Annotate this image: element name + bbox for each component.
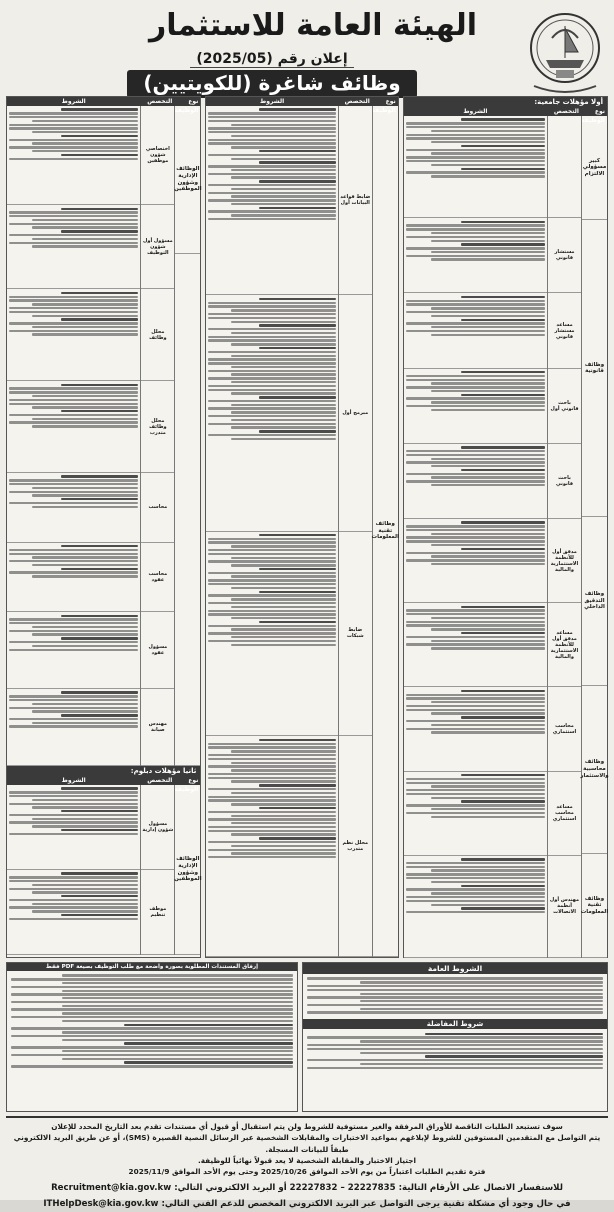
job-category: وظائف قانونية — [582, 220, 607, 517]
jobs-table — [6, 96, 608, 958]
conditions-cell — [404, 116, 547, 218]
job-spec: موظف تنظيم — [141, 870, 174, 955]
job-spec: مسؤول عقود — [141, 612, 174, 689]
job-specs — [140, 106, 174, 766]
header-spec: التخصص — [147, 98, 173, 105]
conditions-cell — [404, 218, 547, 293]
job-spec: محاسب — [141, 473, 174, 543]
column-header — [7, 776, 200, 793]
job-conditions — [404, 116, 547, 958]
conditions-cell — [206, 106, 337, 295]
job-spec: ضابط قواعد البيانات أول — [339, 106, 372, 295]
conditions-cell — [206, 736, 337, 957]
announcement-box — [46, 48, 498, 98]
general-conditions-box — [302, 962, 608, 1112]
header-conditions: الشروط — [260, 98, 285, 105]
footer — [6, 1116, 608, 1212]
conditions-cell — [404, 772, 547, 856]
conditions-cell — [404, 856, 547, 958]
conditions-cell — [404, 369, 547, 444]
announcement-subtitle: وظائف شاغرة (للكويتيين) — [127, 70, 416, 98]
header-job-type: نوع الوظيفة — [174, 777, 199, 793]
conditions-cell — [7, 612, 140, 689]
job-spec: مدقق أول للأنظمة الاستثمارية والمالية — [548, 519, 581, 603]
required-documents-title: إرفاق المستندات المطلوبة بصورة واضحة مع طلب التوظيف بصيغة PDF فقط — [7, 963, 297, 971]
page-title: الهيئة العامة للاستثمار — [148, 8, 478, 43]
job-category: وظائف التدقيق الداخلي — [582, 517, 607, 685]
page-header — [6, 6, 608, 96]
conditions-cell — [404, 444, 547, 519]
conditions-cell — [7, 870, 140, 955]
job-spec: مبرمج أول — [339, 295, 372, 531]
conditions-cell — [7, 106, 140, 205]
header-job-type: نوع الوظيفة — [174, 98, 199, 114]
job-spec: مهندس صيانة — [141, 689, 174, 766]
header-job-type: نوع الوظيفة — [371, 98, 396, 114]
final-acceptance-notice: اجتياز الاختبار والمقابلة الشخصية لا يعد قبولاً نهائياً للوظيفة. — [197, 1155, 417, 1165]
job-conditions — [206, 106, 337, 957]
job-specs — [140, 785, 174, 955]
job-spec: مستشار قانوني — [548, 218, 581, 293]
header-conditions: الشروط — [61, 98, 86, 105]
job-category: الوظائف الإدارية وشؤون الموظفين — [175, 785, 200, 955]
conditions-cell — [7, 381, 140, 473]
header-spec: التخصص — [147, 777, 173, 784]
contact-info — [6, 1181, 608, 1211]
conditions-cell — [7, 289, 140, 381]
required-documents-box — [6, 962, 298, 1112]
column-header — [7, 97, 200, 114]
conditions-cell — [404, 293, 547, 368]
helpdesk-email-link[interactable]: ITHelpDesk@kia.gov.kw — [43, 1198, 159, 1209]
job-spec: مسؤول أول شؤون التوظيف — [141, 205, 174, 289]
job-specs — [338, 106, 372, 957]
job-spec: ضابط شبكات — [339, 532, 372, 737]
conditions-cell — [404, 603, 547, 687]
job-spec: مساعد محاسب استثماري — [548, 772, 581, 856]
conditions-cell — [206, 295, 337, 531]
job-category: وظائف محاسبية والاستثمار — [582, 686, 607, 854]
job-categories — [174, 106, 200, 766]
contact-line: للاستفسار الاتصال على الأرقام التالية: 22227835 – 22227832 أو البريد الالكتروني التالي: — [174, 1183, 563, 1194]
header-spec: التخصص — [344, 98, 370, 105]
column-header — [206, 97, 397, 114]
helpdesk-line: في حال وجود أي مشكلة تقنية يرجى التواصل عبر البريد الالكتروني المخصص للدعم الفني التالي: — [161, 1198, 571, 1209]
kuwait-emblem-icon — [526, 8, 604, 94]
section-university-title: أولا مؤهلات جامعية: — [404, 97, 607, 107]
recruitment-email-link[interactable]: Recruitment@kia.gov.kw — [51, 1183, 172, 1194]
preference-conditions-title: شروط المفاضلة — [303, 1019, 607, 1029]
conditions-cell — [404, 519, 547, 603]
job-spec: محاسب عقود — [141, 543, 174, 613]
conditions-cell — [7, 473, 140, 543]
job-conditions — [7, 106, 140, 766]
job-spec: محلل وظائف — [141, 289, 174, 381]
header-spec: التخصص — [553, 108, 579, 115]
job-category: الوظائف الإدارية وشؤون الموظفين — [175, 106, 200, 254]
job-spec: مساعد مستشار قانوني — [548, 293, 581, 368]
conditions-cell — [404, 687, 547, 771]
job-spec: مسؤول شؤون إدارية — [141, 785, 174, 870]
job-spec — [548, 116, 581, 218]
job-spec: مساعد مدقق أول للأنظمة الاستثمارية والمالية — [548, 603, 581, 687]
conditions-cell — [7, 543, 140, 613]
job-categories — [174, 785, 200, 955]
header-conditions: الشروط — [463, 108, 488, 115]
column-header — [404, 107, 607, 124]
conditions-cell — [7, 785, 140, 870]
job-category: وظائف تقنية المعلومات — [582, 854, 607, 958]
job-spec: محاسب استثماري — [548, 687, 581, 771]
job-spec: اختصاصي شؤون موظفين — [141, 106, 174, 205]
section-diploma-title: ثانيا مؤهلات دبلوم: — [7, 766, 200, 776]
job-spec: باحث قانوني أول — [548, 369, 581, 444]
announcement-number: إعلان رقم (2025/05) — [190, 51, 353, 68]
selection-notice: يتم التواصل مع المتقدمين المستوفين للشروط لإبلاغهم بمواعيد الاختبارات والمقابلات الشخصية عبر الرسائل النصية القصيرة (SMS)، أو عن طريق البريد الالكتروني طبقاً للبيانات المسجلة. — [13, 1133, 601, 1154]
job-spec: مهندس أول أنظمة الاتصالات — [548, 856, 581, 958]
job-spec: باحث قانوني — [548, 444, 581, 519]
incomplete-docs-notice: سوف تستبعد الطلبات الناقصة للأوراق المرفقة والغير مستوفية للشروط ولن يتم استقبال أو قبول أي مستندات تقدم بعد التاريخ المحدد للإعلان — [51, 1122, 563, 1131]
general-conditions-title: الشروط العامة — [303, 963, 607, 974]
header-conditions: الشروط — [61, 777, 86, 784]
job-specs — [547, 116, 581, 958]
general-conditions — [6, 962, 608, 1112]
job-spec: محلل نظم متدرب — [339, 736, 372, 957]
header-job-type: نوع الوظيفة — [580, 108, 605, 124]
job-categories — [581, 116, 607, 958]
job-category: كبير مسؤولي الالتزام — [582, 116, 607, 220]
jobs-column-right — [403, 96, 608, 958]
job-category: وظائف تقنية المعلومات — [373, 106, 398, 957]
job-categories — [372, 106, 398, 957]
conditions-cell — [7, 689, 140, 766]
conditions-cell — [206, 532, 337, 737]
job-category — [175, 254, 200, 766]
job-spec: محلل وظائف متدرب — [141, 381, 174, 473]
job-conditions — [7, 785, 140, 955]
conditions-cell — [7, 205, 140, 289]
application-period: فترة تقديم الطلبات اعتباراً من يوم الأحد الموافق 2025/10/26 وحتى يوم الأحد الموافق 2025/11/9 — [128, 1167, 486, 1177]
jobs-column-middle — [205, 96, 398, 958]
jobs-column-left — [6, 96, 201, 958]
